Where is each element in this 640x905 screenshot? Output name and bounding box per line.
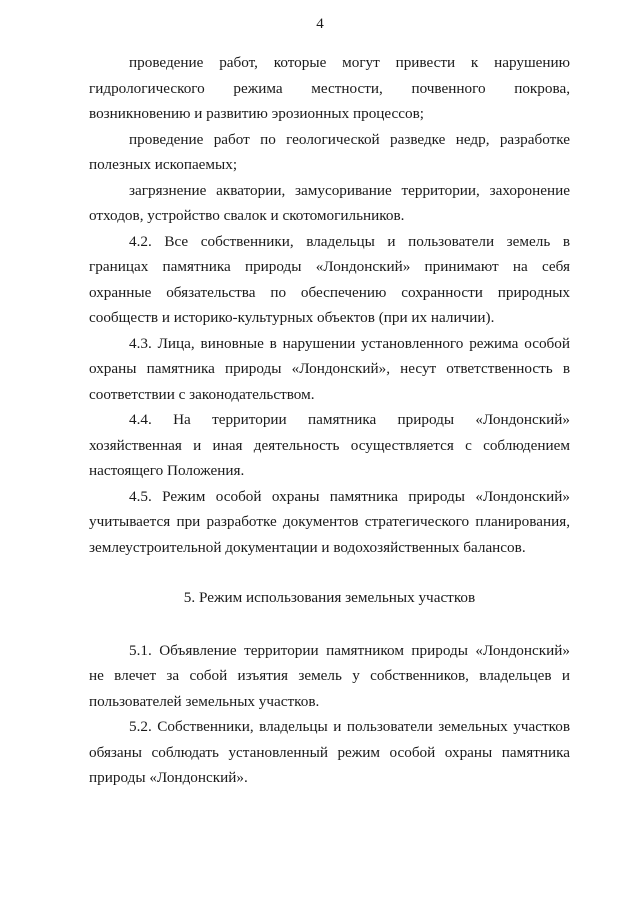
- paragraph-4-5: 4.5. Режим особой охраны памятника природы «Лондонский» учитывается при разработке документов стратегического планирования, землеустроительной документации и водохозяйственных балансов.: [89, 487, 570, 556]
- section-5-heading: 5. Режим использования земельных участков: [183, 589, 476, 606]
- paragraph-4-2: 4.2. Все собственники, владельцы и пользователи земель в границах памятника природы «Лондонский» принимают на себя охранные обязательства по обеспечению сохранности природных сообществ и историко-культурных объектов (при их наличии).: [89, 232, 570, 326]
- document-body: [89, 50, 570, 791]
- paragraph-5-2: 5.2. Собственники, владельцы и пользователи земельных участков обязаны соблюдать установленный режим особой охраны памятника природы «Лондонский».: [89, 718, 570, 786]
- paragraph-4-3: 4.3. Лица, виновные в нарушении установленного режима особой охраны памятника природы «Лондонский», несут ответственность в соответствии с законодательством.: [89, 334, 570, 403]
- paragraph-prohibition-geology: проведение работ по геологической разведке недр, разработке полезных ископаемых;: [89, 130, 570, 173]
- paragraph-prohibition-pollution: загрязнение акватории, замусоривание территории, захоронение отходов, устройство свалок и скотомогильников.: [89, 181, 570, 224]
- page-number: 4: [316, 16, 324, 32]
- paragraph-5-1: 5.1. Объявление территории памятником природы «Лондонский» не влечет за собой изъятия земель у собственников, владельцев и пользователей земельных участков.: [89, 641, 570, 710]
- paragraph-prohibition-hydrology: проведение работ, которые могут привести к нарушению гидрологического режима местности, почвенного покрова, возникновению и развитию эрозионных процессов;: [89, 54, 570, 122]
- paragraph-4-4: 4.4. На территории памятника природы «Лондонский» хозяйственная и иная деятельность осуществляется с соблюдением настоящего Положения.: [89, 411, 570, 479]
